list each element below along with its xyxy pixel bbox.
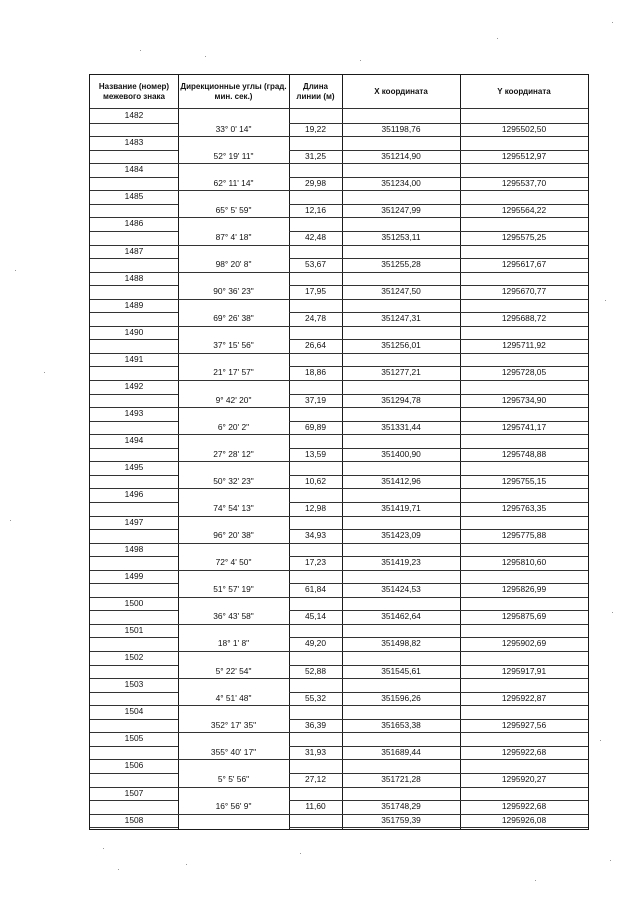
scan-speck <box>186 864 187 865</box>
point-name: 1485 <box>124 191 144 202</box>
scan-speck <box>605 300 606 301</box>
row-divider <box>342 759 588 760</box>
row-divider <box>90 475 178 476</box>
point-name: 1491 <box>124 353 144 364</box>
row-divider <box>90 719 178 720</box>
line-length: 53,67 <box>305 259 326 270</box>
row-divider <box>90 150 178 151</box>
row-divider <box>90 448 178 449</box>
row-divider <box>178 651 289 652</box>
row-divider <box>178 461 289 462</box>
point-name: 1502 <box>124 652 144 662</box>
direction-angle: 50° 32' 23" <box>213 475 254 486</box>
point-name: 1501 <box>124 624 144 635</box>
x-coordinate: 351294,78 <box>381 394 421 405</box>
line-length: 69,89 <box>305 421 326 432</box>
y-coordinate: 1295734,90 <box>501 394 547 405</box>
header-name: Название (номер) межевого знака <box>98 81 170 101</box>
direction-angle: 16° 56' 9" <box>215 801 252 812</box>
row-divider <box>178 407 289 408</box>
row-divider <box>342 827 588 828</box>
row-divider <box>178 245 289 246</box>
row-divider <box>178 326 289 327</box>
line-length: 49,20 <box>305 638 326 649</box>
row-divider <box>90 177 178 178</box>
point-name: 1482 <box>124 110 144 120</box>
scan-speck <box>205 56 206 57</box>
line-length: 52,88 <box>305 665 326 676</box>
x-coordinate: 351545,61 <box>381 665 421 676</box>
row-divider <box>178 488 289 489</box>
row-divider <box>90 394 178 395</box>
row-divider <box>178 814 289 815</box>
y-coordinate: 1295741,17 <box>501 421 547 432</box>
line-length: 13,59 <box>305 448 326 459</box>
direction-angle: 6° 20' 2" <box>217 421 250 432</box>
scan-speck <box>612 22 613 23</box>
direction-angle: 5° 5' 56" <box>217 773 250 784</box>
direction-angle: 87° 4' 18" <box>215 231 252 242</box>
row-divider <box>289 163 342 164</box>
y-coordinate: 1295670,77 <box>501 286 547 297</box>
row-divider <box>90 204 178 205</box>
y-coordinate: 1295920,27 <box>501 773 547 784</box>
direction-angle: 51° 57' 19" <box>213 584 254 595</box>
x-coordinate: 351277,21 <box>381 367 421 378</box>
row-divider <box>289 217 342 218</box>
point-name: 1490 <box>124 326 144 337</box>
x-coordinate: 351689,44 <box>381 746 421 757</box>
line-length: 11,60 <box>305 801 326 812</box>
direction-angle: 33° 0' 14" <box>215 123 252 134</box>
x-coordinate: 351653,38 <box>381 719 421 730</box>
row-divider <box>90 502 178 503</box>
direction-angle: 352° 17' 35" <box>210 719 257 730</box>
point-name: 1493 <box>124 408 144 419</box>
direction-angle: 4° 51' 48" <box>215 692 252 703</box>
y-coordinate: 1295775,88 <box>501 530 547 541</box>
y-coordinate: 1295902,69 <box>501 638 547 649</box>
row-divider <box>178 705 289 706</box>
scan-speck <box>535 880 536 881</box>
x-coordinate: 351596,26 <box>381 692 421 703</box>
direction-angle: 37° 15' 56" <box>213 340 254 351</box>
y-coordinate: 1295502,50 <box>501 123 547 134</box>
line-length: 19,22 <box>305 123 326 134</box>
y-coordinate: 1295922,68 <box>501 746 547 757</box>
row-divider <box>289 759 342 760</box>
header-y: Y координата <box>497 86 551 96</box>
row-divider <box>178 163 289 164</box>
point-name: 1487 <box>124 245 144 256</box>
row-divider <box>178 516 289 517</box>
direction-angle: 27° 28' 12" <box>213 448 254 459</box>
line-length: 61,84 <box>305 584 326 595</box>
row-divider <box>289 624 342 625</box>
scan-speck <box>10 520 11 521</box>
row-divider <box>342 570 588 571</box>
row-divider <box>90 583 178 584</box>
row-divider <box>289 272 342 273</box>
direction-angle: 52° 19' 11" <box>213 150 254 161</box>
line-length: 17,95 <box>305 286 326 297</box>
row-divider <box>90 312 178 313</box>
y-coordinate: 1295927,56 <box>501 719 547 730</box>
point-name: 1503 <box>124 679 144 690</box>
point-name: 1505 <box>124 733 144 744</box>
x-coordinate: 351214,90 <box>381 150 421 161</box>
row-divider <box>90 827 178 828</box>
y-coordinate: 1295537,70 <box>501 177 547 188</box>
line-length: 17,23 <box>305 557 326 568</box>
y-coordinate: 1295875,69 <box>501 611 547 622</box>
row-divider <box>90 366 178 367</box>
point-name: 1508 <box>124 814 144 825</box>
point-name: 1492 <box>124 381 144 391</box>
row-divider <box>342 190 588 191</box>
row-divider <box>178 434 289 435</box>
point-name: 1504 <box>124 706 144 717</box>
direction-angle: 62° 11' 14" <box>213 177 254 188</box>
row-divider <box>289 434 342 435</box>
x-coordinate: 351256,01 <box>381 340 421 351</box>
row-divider <box>289 380 342 381</box>
scan-speck <box>612 612 613 613</box>
row-divider <box>90 610 178 611</box>
row-divider <box>289 461 342 462</box>
point-name: 1489 <box>124 299 144 310</box>
row-divider <box>342 597 588 598</box>
row-divider <box>90 692 178 693</box>
point-name: 1500 <box>124 597 144 608</box>
direction-angle: 98° 20' 8" <box>215 259 252 270</box>
row-divider <box>289 827 342 828</box>
point-name: 1484 <box>124 164 144 175</box>
row-divider <box>90 637 178 638</box>
row-divider <box>178 380 289 381</box>
row-divider <box>90 665 178 666</box>
point-name: 1507 <box>124 787 144 798</box>
direction-angle: 74° 54' 13" <box>213 502 254 513</box>
row-divider <box>342 543 588 544</box>
row-divider <box>342 787 588 788</box>
row-divider <box>90 421 178 422</box>
row-divider <box>90 529 178 530</box>
y-coordinate: 1295688,72 <box>501 313 547 324</box>
x-coordinate: 351419,23 <box>381 557 421 568</box>
y-coordinate: 1295575,25 <box>501 231 547 242</box>
row-divider <box>178 597 289 598</box>
row-divider <box>289 353 342 354</box>
y-coordinate: 1295917,91 <box>501 665 547 676</box>
row-divider <box>178 299 289 300</box>
row-divider <box>342 732 588 733</box>
x-coordinate: 351759,39 <box>381 814 421 825</box>
point-name: 1497 <box>124 516 144 527</box>
x-coordinate: 351748,29 <box>381 801 421 812</box>
direction-angle: 5° 22' 54" <box>215 665 252 676</box>
x-coordinate: 351198,76 <box>381 123 421 134</box>
y-coordinate: 1295617,67 <box>501 259 547 270</box>
header-angle: Дирекционные углы (град. мин. сек.) <box>180 81 287 101</box>
row-divider <box>342 163 588 164</box>
row-divider <box>342 380 588 381</box>
row-divider <box>289 516 342 517</box>
scan-speck <box>610 860 611 861</box>
row-divider <box>178 732 289 733</box>
row-divider <box>342 434 588 435</box>
row-divider <box>178 678 289 679</box>
row-divider <box>342 326 588 327</box>
row-divider <box>178 272 289 273</box>
row-divider <box>289 787 342 788</box>
row-divider <box>342 461 588 462</box>
y-coordinate: 1295922,87 <box>501 692 547 703</box>
y-coordinate: 1295728,05 <box>501 367 547 378</box>
row-divider <box>342 488 588 489</box>
scan-speck <box>103 848 104 849</box>
row-divider <box>178 217 289 218</box>
line-length: 37,19 <box>305 394 326 405</box>
line-length: 12,98 <box>305 502 326 513</box>
row-divider <box>342 136 588 137</box>
line-length: 31,93 <box>305 746 326 757</box>
row-divider <box>289 543 342 544</box>
row-divider <box>342 299 588 300</box>
row-divider <box>289 597 342 598</box>
y-coordinate: 1295564,22 <box>501 204 547 215</box>
y-coordinate: 1295810,60 <box>501 557 547 568</box>
direction-angle: 90° 36' 23" <box>213 286 254 297</box>
row-divider <box>289 136 342 137</box>
line-length: 42,48 <box>305 231 326 242</box>
row-divider <box>178 543 289 544</box>
row-divider <box>342 407 588 408</box>
y-coordinate: 1295926,08 <box>501 814 547 825</box>
y-coordinate: 1295826,99 <box>501 584 547 595</box>
row-divider <box>289 488 342 489</box>
line-length: 34,93 <box>305 530 326 541</box>
scan-speck <box>360 60 361 61</box>
x-coordinate: 351400,90 <box>381 448 421 459</box>
line-length: 45,14 <box>305 611 326 622</box>
x-coordinate: 351721,28 <box>381 773 421 784</box>
row-divider <box>90 339 178 340</box>
row-divider <box>289 651 342 652</box>
row-divider <box>342 516 588 517</box>
direction-angle: 9° 42' 20" <box>215 394 252 405</box>
row-divider <box>289 705 342 706</box>
row-divider <box>342 678 588 679</box>
row-divider <box>178 190 289 191</box>
direction-angle: 69° 26' 38" <box>213 313 254 324</box>
line-length: 31,25 <box>305 150 326 161</box>
x-coordinate: 351419,71 <box>381 502 421 513</box>
x-coordinate: 351253,11 <box>381 231 421 242</box>
direction-angle: 21° 17' 57" <box>213 367 254 378</box>
x-coordinate: 351412,96 <box>381 475 421 486</box>
x-coordinate: 351247,99 <box>381 204 421 215</box>
row-divider <box>90 746 178 747</box>
row-divider <box>289 814 342 815</box>
row-divider <box>289 245 342 246</box>
x-coordinate: 351424,53 <box>381 584 421 595</box>
row-divider <box>289 299 342 300</box>
direction-angle: 355° 40' 17" <box>210 746 257 757</box>
direction-angle: 36° 43' 58" <box>213 611 254 622</box>
point-name: 1494 <box>124 435 144 446</box>
y-coordinate: 1295512,97 <box>501 150 547 161</box>
row-divider <box>90 556 178 557</box>
line-length: 26,64 <box>305 340 326 351</box>
x-coordinate: 351423,09 <box>381 530 421 541</box>
point-name: 1488 <box>124 272 144 283</box>
row-divider <box>178 353 289 354</box>
row-divider <box>289 732 342 733</box>
scan-speck <box>15 270 16 271</box>
direction-angle: 18° 1' 8" <box>217 638 250 649</box>
line-length: 55,32 <box>305 692 326 703</box>
point-name: 1496 <box>124 489 144 500</box>
x-coordinate: 351255,28 <box>381 259 421 270</box>
row-divider <box>289 678 342 679</box>
x-coordinate: 351234,00 <box>381 177 421 188</box>
row-divider <box>289 326 342 327</box>
x-coordinate: 351331,44 <box>381 421 421 432</box>
scan-speck <box>300 853 301 854</box>
row-divider <box>90 773 178 774</box>
line-length: 10,62 <box>305 475 326 486</box>
row-divider <box>178 570 289 571</box>
row-divider <box>178 624 289 625</box>
row-divider <box>178 787 289 788</box>
row-divider <box>178 136 289 137</box>
row-divider <box>342 272 588 273</box>
point-name: 1486 <box>124 218 144 229</box>
row-divider <box>90 800 178 801</box>
row-divider <box>178 759 289 760</box>
point-name: 1506 <box>124 760 144 771</box>
y-coordinate: 1295922,68 <box>501 801 547 812</box>
row-divider <box>342 217 588 218</box>
x-coordinate: 351247,31 <box>381 313 421 324</box>
row-divider <box>90 258 178 259</box>
coordinates-table <box>89 74 589 830</box>
line-length: 29,98 <box>305 177 326 188</box>
y-coordinate: 1295755,15 <box>501 475 547 486</box>
scan-speck <box>600 740 601 741</box>
row-divider <box>90 231 178 232</box>
line-length: 36,39 <box>305 719 326 730</box>
row-divider <box>342 705 588 706</box>
line-length: 27,12 <box>305 773 326 784</box>
y-coordinate: 1295711,92 <box>502 340 546 351</box>
point-name: 1498 <box>124 543 144 554</box>
row-divider <box>342 353 588 354</box>
scan-speck <box>140 50 141 51</box>
y-coordinate: 1295763,35 <box>501 502 547 513</box>
point-name: 1483 <box>124 137 144 148</box>
y-coordinate: 1295748,88 <box>501 448 547 459</box>
x-coordinate: 351498,82 <box>381 638 421 649</box>
line-length: 24,78 <box>305 313 326 324</box>
scan-speck <box>44 372 45 373</box>
row-divider <box>342 651 588 652</box>
line-length: 12,16 <box>305 204 326 215</box>
row-divider <box>90 285 178 286</box>
row-divider <box>342 624 588 625</box>
x-coordinate: 351247,50 <box>381 286 421 297</box>
point-name: 1495 <box>124 462 144 473</box>
direction-angle: 65° 5' 59" <box>215 204 252 215</box>
row-divider <box>342 245 588 246</box>
scan-speck <box>118 869 119 870</box>
header-length: Длина линии (м) <box>296 81 335 101</box>
point-name: 1499 <box>124 570 144 581</box>
x-coordinate: 351462,64 <box>381 611 421 622</box>
row-divider <box>289 407 342 408</box>
row-divider <box>289 190 342 191</box>
scan-speck <box>497 38 498 39</box>
header-x: X координата <box>374 86 428 96</box>
direction-angle: 96° 20' 38" <box>213 530 254 541</box>
direction-angle: 72° 4' 50" <box>215 557 252 568</box>
line-length: 18,86 <box>305 367 326 378</box>
row-divider <box>289 570 342 571</box>
row-divider <box>90 123 178 124</box>
